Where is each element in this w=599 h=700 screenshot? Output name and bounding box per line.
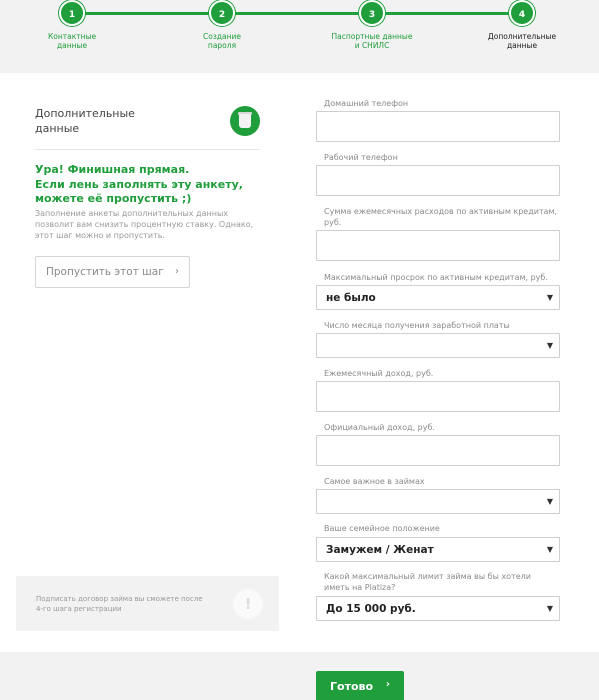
- step-label: Создание пароля: [203, 32, 241, 50]
- form-footer: [0, 652, 599, 700]
- registration-stepper: [0, 0, 599, 73]
- family-status-label: Ваше семейное положение: [324, 524, 440, 533]
- max-limit-select[interactable]: [316, 596, 560, 621]
- dropdown-arrow-icon: ▼: [546, 341, 553, 350]
- monthly-credit-input[interactable]: [316, 230, 560, 261]
- official-income-label: Официальный доход, руб.: [324, 423, 435, 432]
- dropdown-arrow-icon: ▼: [546, 545, 553, 554]
- dropdown-arrow-icon: ▼: [546, 604, 553, 613]
- skip-step-label: Пропустить этот шаг: [46, 266, 164, 278]
- step-contacts[interactable]: [17, 0, 127, 50]
- dropdown-arrow-icon: ▼: [546, 293, 553, 302]
- max-overdue-select[interactable]: [316, 285, 560, 310]
- family-status-select[interactable]: [316, 537, 560, 562]
- dropdown-arrow-icon: ▼: [546, 497, 553, 506]
- section-title: Дополнительные данные: [35, 107, 135, 135]
- step-number: 1: [59, 0, 85, 26]
- step-label: Паспортные данные и СНИЛС: [331, 32, 413, 50]
- work-phone-label: Рабочий телефон: [324, 153, 398, 162]
- max-limit-label: Какой максимальный лимит займа вы бы хотели иметь на Platiza?: [324, 572, 531, 592]
- step-additional[interactable]: [467, 0, 577, 50]
- step-password[interactable]: [167, 0, 277, 50]
- max-limit-value: До 15 000 руб.: [326, 602, 416, 615]
- monthly-credit-label: Сумма ежемесячных расходов по активным кредитам, руб.: [324, 207, 558, 227]
- piggy-jar-icon: [230, 106, 260, 136]
- home-phone-label: Домашний телефон: [324, 99, 409, 108]
- step-number: 2: [209, 0, 235, 26]
- step-label: Дополнительные данные: [487, 32, 557, 50]
- submit-label: Готово: [330, 679, 374, 693]
- stepper-progress-line: [72, 12, 522, 15]
- work-phone-input[interactable]: [316, 165, 560, 196]
- step-label: Контактные данные: [47, 32, 97, 50]
- official-income-input[interactable]: [316, 435, 560, 466]
- promo-text: Заполнение анкеты дополнительных данных позволит вам снизить процентную ставку. Однако, этот шаг можно и пропустить.: [35, 209, 254, 240]
- home-phone-input[interactable]: [316, 111, 560, 142]
- most-important-label: Самое важное в займах: [324, 477, 425, 486]
- submit-button[interactable]: [316, 671, 404, 700]
- notice-box: [16, 576, 279, 631]
- max-overdue-label: Максимальный просрок по активным кредитам, руб.: [324, 273, 548, 282]
- max-overdue-value: не было: [326, 291, 376, 304]
- promo-title: Ура! Финишная прямая. Если лень заполнять эту анкету, можете её пропустить ;): [35, 163, 243, 205]
- step-number: 3: [359, 0, 385, 26]
- monthly-income-label: Ежемесячный доход, руб.: [324, 369, 434, 378]
- divider: [35, 149, 260, 150]
- monthly-income-input[interactable]: [316, 381, 560, 412]
- most-important-select[interactable]: [316, 489, 560, 514]
- skip-step-button[interactable]: [35, 256, 190, 288]
- step-number: 4: [509, 0, 535, 26]
- family-status-value: Замужем / Женат: [326, 543, 434, 556]
- chevron-right-icon: ›: [175, 266, 179, 277]
- salary-day-label: Число месяца получения заработной платы: [324, 321, 510, 330]
- step-passport[interactable]: [317, 0, 427, 50]
- salary-day-select[interactable]: [316, 333, 560, 358]
- notice-text: Подписать договор займа вы сможете после 4-го шага регистрации: [36, 595, 203, 613]
- chevron-right-icon: ›: [385, 679, 390, 690]
- exclamation-icon: !: [233, 589, 263, 619]
